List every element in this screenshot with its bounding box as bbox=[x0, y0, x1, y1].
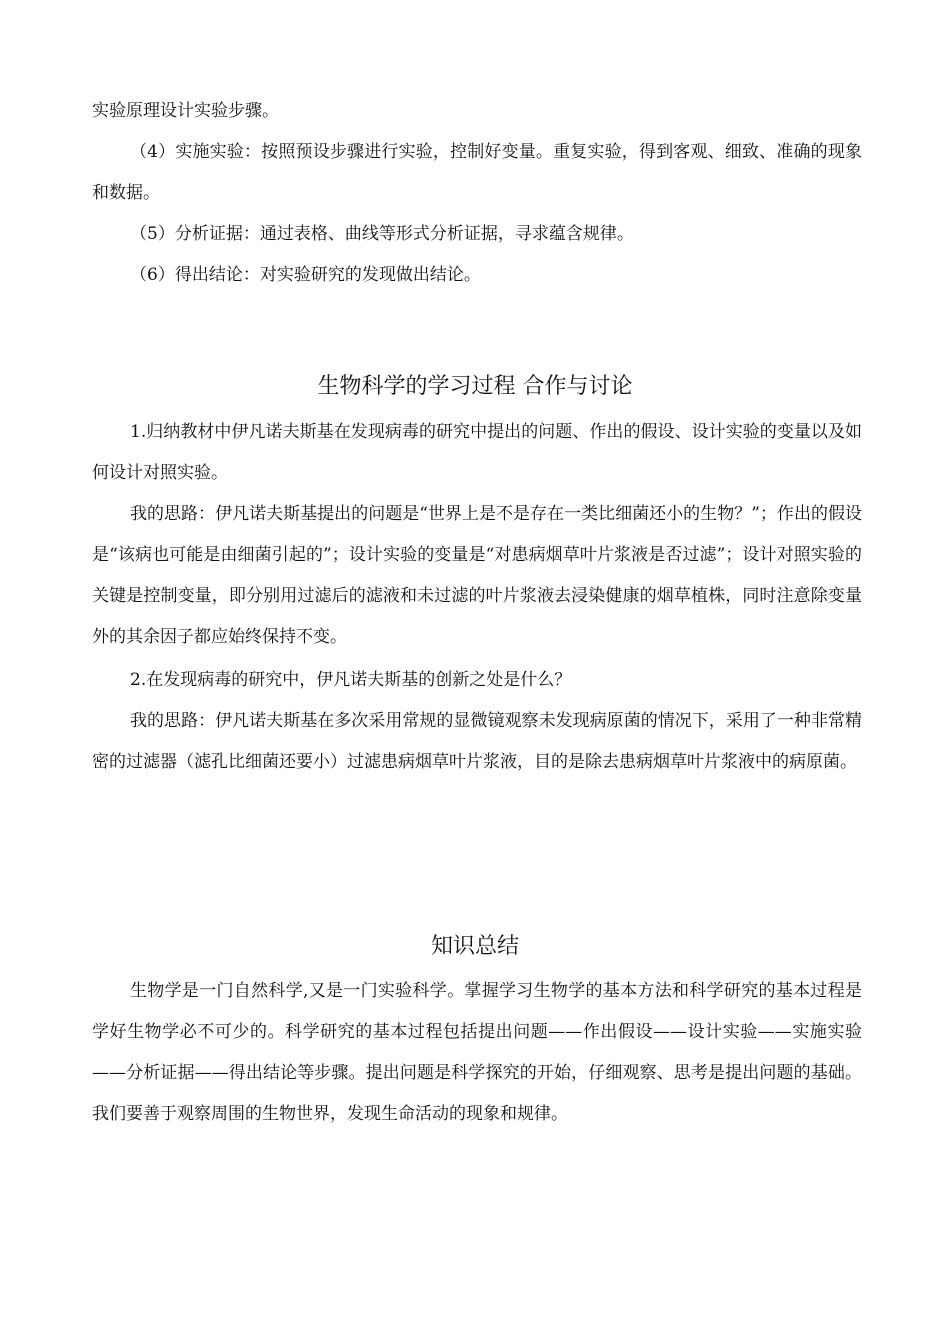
answer-2: 我的思路：伊凡诺夫斯基在多次采用常规的显微镜观察未发现病原菌的情况下，采用了一种非常精密的过滤器（滤孔比细菌还要小）过滤患病烟草叶片浆液，目的是除去患病烟草叶片浆液中的病原菌。 bbox=[92, 711, 862, 772]
summary-body: 生物学是一门自然科学,又是一门实验科学。掌握学习生物学的基本方法和科学研究的基本过程是学好生物学必不可少的。科学研究的基本过程包括提出问题——作出假设——设计实验——实施实验——分析证据——得出结论等步骤。提出问题是科学探究的开始，仔细观察、思考是提出问题的基础。我们要善于观察周围的生物世界，发现生命活动的现象和规律。 bbox=[92, 981, 862, 1124]
summary-heading: 知识总结 bbox=[430, 934, 519, 959]
step-5-text: （5）分析证据：通过表格、曲线等形式分析证据，寻求蕴含规律。 bbox=[130, 224, 634, 244]
step-6-text: （6）得出结论：对实验研究的发现做出结论。 bbox=[130, 265, 481, 285]
question-2: 2.在发现病毒的研究中，伊凡诺夫斯基的创新之处是什么？ bbox=[130, 670, 572, 690]
intro-continuation: 实验原理设计实验步骤。 bbox=[92, 101, 279, 121]
answer-1: 我的思路：伊凡诺夫斯基提出的问题是“世界上是不是存在一类比细菌还小的生物？”；作出的假设是“该病也可能是由细菌引起的”；设计实验的变量是“对患病烟草叶片浆液是否过滤”；设计对照实验的关键是控制变量，即分别用过滤后的滤液和未过滤的叶片浆液去浸染健康的烟草植株，同时注意除变量外的其余因子都应始终保持不变。 bbox=[92, 504, 862, 647]
question-1: 1.归纳教材中伊凡诺夫斯基在发现病毒的研究中提出的问题、作出的假设、设计实验的变量以及如何设计对照实验。 bbox=[92, 422, 862, 483]
discussion-heading: 生物科学的学习过程 合作与讨论 bbox=[317, 374, 633, 399]
step-4-text: （4）实施实验：按照预设步骤进行实验，控制好变量。重复实验，得到客观、细致、准确的现象和数据。 bbox=[92, 142, 862, 203]
